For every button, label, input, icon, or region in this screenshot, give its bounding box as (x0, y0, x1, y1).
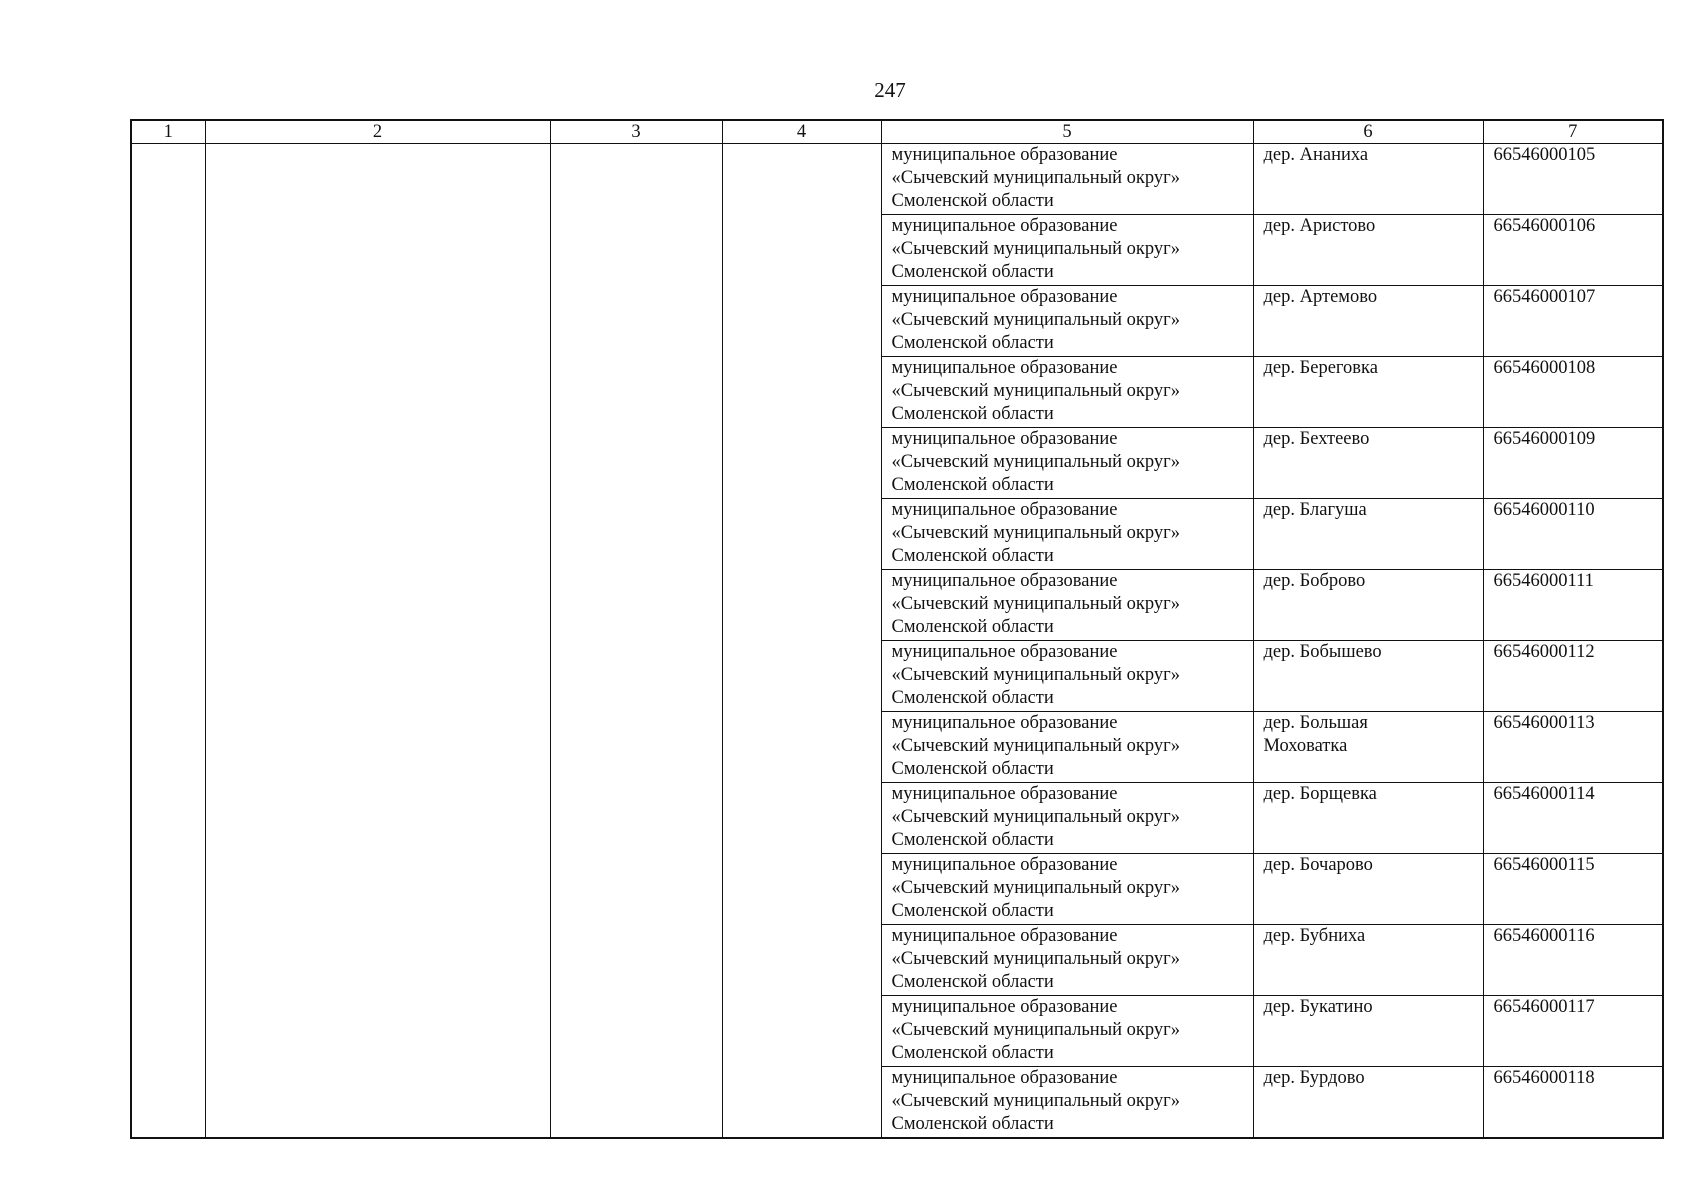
municipality-cell-line: муниципальное образование (891, 926, 1118, 946)
municipality-cell-line: «Сычевский муниципальный округ» (891, 1020, 1180, 1040)
municipality-cell (881, 996, 1253, 1067)
column-number-row (131, 120, 1663, 144)
municipality-cell-line: муниципальное образование (891, 500, 1118, 520)
empty-cell (205, 783, 550, 854)
empty-cell (722, 428, 881, 499)
municipality-cell-line: Смоленской области (891, 1043, 1054, 1063)
settlement-cell (1253, 570, 1483, 641)
municipality-cell (881, 854, 1253, 925)
code-cell (1483, 641, 1663, 712)
code-cell (1483, 925, 1663, 996)
municipality-cell-line: Смоленской области (891, 759, 1054, 779)
code-cell-line: 66546000117 (1493, 997, 1595, 1017)
empty-cell (722, 712, 881, 783)
municipality-cell (881, 570, 1253, 641)
settlement-cell-line: дер. Бочарово (1263, 855, 1373, 875)
empty-cell (722, 215, 881, 286)
empty-cell (131, 641, 205, 712)
municipality-cell-line: «Сычевский муниципальный округ» (891, 168, 1180, 188)
empty-cell (205, 1067, 550, 1139)
column-header: 5 (881, 120, 1253, 144)
empty-cell (722, 499, 881, 570)
settlement-cell-line: дер. Большая (1263, 713, 1368, 733)
empty-cell (550, 996, 722, 1067)
settlement-cell-line: дер. Благуша (1263, 500, 1367, 520)
empty-cell (205, 428, 550, 499)
column-header: 1 (131, 120, 205, 144)
empty-cell (205, 641, 550, 712)
settlement-cell-line: дер. Ананиха (1263, 145, 1369, 165)
empty-cell (550, 428, 722, 499)
settlement-cell-line: дер. Боброво (1263, 571, 1366, 591)
municipality-cell (881, 1067, 1253, 1139)
municipality-cell (881, 144, 1253, 215)
municipality-cell (881, 925, 1253, 996)
municipality-cell-line: «Сычевский муниципальный округ» (891, 452, 1180, 472)
municipality-cell-line: муниципальное образование (891, 358, 1118, 378)
code-cell (1483, 712, 1663, 783)
empty-cell (205, 570, 550, 641)
municipality-cell-line: «Сычевский муниципальный округ» (891, 736, 1180, 756)
municipality-cell-line: Смоленской области (891, 546, 1054, 566)
empty-cell (131, 428, 205, 499)
empty-cell (205, 286, 550, 357)
empty-cell (131, 925, 205, 996)
municipality-cell-line: Смоленской области (891, 191, 1054, 211)
code-cell (1483, 215, 1663, 286)
municipality-cell-line: «Сычевский муниципальный округ» (891, 807, 1180, 827)
municipality-cell-line: муниципальное образование (891, 1068, 1118, 1088)
municipality-cell-line: муниципальное образование (891, 216, 1118, 236)
empty-cell (205, 357, 550, 428)
table-row (131, 783, 1663, 854)
settlement-cell-line: дер. Бубниха (1263, 926, 1366, 946)
column-header: 4 (722, 120, 881, 144)
municipality-cell (881, 499, 1253, 570)
empty-cell (131, 783, 205, 854)
page-number: 247 (874, 78, 906, 102)
empty-cell (722, 357, 881, 428)
settlement-cell (1253, 925, 1483, 996)
code-cell (1483, 286, 1663, 357)
empty-cell (131, 1067, 205, 1139)
municipality-cell-line: Смоленской области (891, 617, 1054, 637)
empty-cell (131, 286, 205, 357)
code-cell-line: 66546000110 (1493, 500, 1595, 520)
settlement-cell (1253, 783, 1483, 854)
code-cell-line: 66546000114 (1493, 784, 1595, 804)
column-header: 6 (1253, 120, 1483, 144)
code-cell-line: 66546000112 (1493, 642, 1595, 662)
column-header: 3 (550, 120, 722, 144)
code-cell-line: 66546000109 (1493, 429, 1596, 449)
municipality-cell-line: «Сычевский муниципальный округ» (891, 594, 1180, 614)
table-row (131, 215, 1663, 286)
table-row (131, 286, 1663, 357)
municipality-cell-line: Смоленской области (891, 475, 1054, 495)
code-cell-line: 66546000111 (1493, 571, 1594, 591)
empty-cell (550, 286, 722, 357)
empty-cell (205, 854, 550, 925)
table-body (131, 144, 1663, 1139)
settlement-cell (1253, 144, 1483, 215)
table-row (131, 144, 1663, 215)
code-cell (1483, 783, 1663, 854)
settlement-cell (1253, 712, 1483, 783)
empty-cell (205, 925, 550, 996)
municipality-cell (881, 428, 1253, 499)
code-cell-line: 66546000106 (1493, 216, 1596, 236)
empty-cell (131, 499, 205, 570)
empty-cell (131, 570, 205, 641)
settlement-cell-line: Моховатка (1263, 736, 1348, 756)
municipality-cell-line: муниципальное образование (891, 287, 1118, 307)
municipality-cell-line: «Сычевский муниципальный округ» (891, 1091, 1180, 1111)
code-cell (1483, 996, 1663, 1067)
column-header: 2 (205, 120, 550, 144)
column-header: 7 (1483, 120, 1663, 144)
empty-cell (550, 641, 722, 712)
empty-cell (550, 144, 722, 215)
municipality-cell-line: муниципальное образование (891, 855, 1118, 875)
settlement-cell (1253, 428, 1483, 499)
municipality-cell-line: «Сычевский муниципальный округ» (891, 878, 1180, 898)
municipality-cell (881, 286, 1253, 357)
municipality-cell-line: Смоленской области (891, 830, 1054, 850)
table-row (131, 357, 1663, 428)
table-row (131, 1067, 1663, 1139)
municipality-cell-line: муниципальное образование (891, 429, 1118, 449)
settlement-cell (1253, 854, 1483, 925)
empty-cell (131, 996, 205, 1067)
empty-cell (550, 215, 722, 286)
municipality-cell-line: «Сычевский муниципальный округ» (891, 665, 1180, 685)
municipality-cell-line: Смоленской области (891, 1114, 1054, 1134)
municipality-cell-line: муниципальное образование (891, 145, 1118, 165)
code-cell-line: 66546000105 (1493, 145, 1596, 165)
empty-cell (131, 357, 205, 428)
empty-cell (205, 215, 550, 286)
code-cell (1483, 357, 1663, 428)
empty-cell (722, 286, 881, 357)
code-cell (1483, 1067, 1663, 1139)
municipality-cell-line: «Сычевский муниципальный округ» (891, 239, 1180, 259)
empty-cell (131, 854, 205, 925)
code-cell-line: 66546000113 (1493, 713, 1595, 733)
settlement-cell-line: дер. Аристово (1263, 216, 1376, 236)
settlement-cell-line: дер. Букатино (1263, 997, 1373, 1017)
settlement-cell (1253, 215, 1483, 286)
municipality-cell (881, 357, 1253, 428)
municipality-cell-line: муниципальное образование (891, 997, 1118, 1017)
settlement-cell-line: дер. Береговка (1263, 358, 1378, 378)
municipality-cell-line: Смоленской области (891, 688, 1054, 708)
municipality-cell-line: «Сычевский муниципальный округ» (891, 949, 1180, 969)
empty-cell (205, 499, 550, 570)
municipality-cell-line: муниципальное образование (891, 713, 1118, 733)
municipality-cell-line: муниципальное образование (891, 571, 1118, 591)
settlement-cell-line: дер. Бобышево (1263, 642, 1382, 662)
empty-cell (550, 1067, 722, 1139)
empty-cell (550, 499, 722, 570)
municipality-cell-line: Смоленской области (891, 262, 1054, 282)
code-cell-line: 66546000107 (1493, 287, 1596, 307)
code-cell (1483, 428, 1663, 499)
code-cell-line: 66546000108 (1493, 358, 1596, 378)
empty-cell (550, 712, 722, 783)
empty-cell (722, 783, 881, 854)
table-row (131, 925, 1663, 996)
municipality-cell-line: Смоленской области (891, 333, 1054, 353)
empty-cell (722, 570, 881, 641)
table-row (131, 499, 1663, 570)
table-row (131, 854, 1663, 925)
empty-cell (205, 712, 550, 783)
municipality-cell (881, 783, 1253, 854)
empty-cell (550, 783, 722, 854)
municipality-cell (881, 712, 1253, 783)
municipality-cell-line: Смоленской области (891, 404, 1054, 424)
municipality-cell-line: «Сычевский муниципальный округ» (891, 381, 1180, 401)
empty-cell (550, 570, 722, 641)
code-cell-line: 66546000118 (1493, 1068, 1595, 1088)
empty-cell (722, 854, 881, 925)
settlement-cell-line: дер. Бехтеево (1263, 429, 1370, 449)
settlement-cell-line: дер. Бурдово (1263, 1068, 1365, 1088)
code-cell-line: 66546000115 (1493, 855, 1595, 875)
empty-cell (205, 144, 550, 215)
municipality-cell-line: «Сычевский муниципальный округ» (891, 310, 1180, 330)
municipality-cell-line: муниципальное образование (891, 784, 1118, 804)
settlement-cell-line: дер. Артемово (1263, 287, 1378, 307)
empty-cell (722, 144, 881, 215)
code-cell (1483, 499, 1663, 570)
municipality-cell (881, 215, 1253, 286)
settlement-cell (1253, 641, 1483, 712)
code-cell (1483, 570, 1663, 641)
empty-cell (131, 712, 205, 783)
municipality-cell (881, 641, 1253, 712)
settlement-cell (1253, 996, 1483, 1067)
settlement-cell (1253, 286, 1483, 357)
municipality-cell-line: Смоленской области (891, 972, 1054, 992)
settlement-cell (1253, 1067, 1483, 1139)
table-row (131, 570, 1663, 641)
table-row (131, 641, 1663, 712)
empty-cell (131, 215, 205, 286)
empty-cell (131, 144, 205, 215)
table-row (131, 428, 1663, 499)
municipality-cell-line: муниципальное образование (891, 642, 1118, 662)
empty-cell (550, 854, 722, 925)
empty-cell (722, 641, 881, 712)
empty-cell (550, 357, 722, 428)
table-row (131, 712, 1663, 783)
settlement-cell (1253, 499, 1483, 570)
settlement-cell (1253, 357, 1483, 428)
empty-cell (722, 925, 881, 996)
settlement-cell-line: дер. Борщевка (1263, 784, 1377, 804)
code-cell-line: 66546000116 (1493, 926, 1595, 946)
settlements-table (130, 119, 1664, 1139)
empty-cell (722, 996, 881, 1067)
empty-cell (205, 996, 550, 1067)
table-row (131, 996, 1663, 1067)
municipality-cell-line: «Сычевский муниципальный округ» (891, 523, 1180, 543)
municipality-cell-line: Смоленской области (891, 901, 1054, 921)
code-cell (1483, 854, 1663, 925)
code-cell (1483, 144, 1663, 215)
empty-cell (550, 925, 722, 996)
empty-cell (722, 1067, 881, 1139)
